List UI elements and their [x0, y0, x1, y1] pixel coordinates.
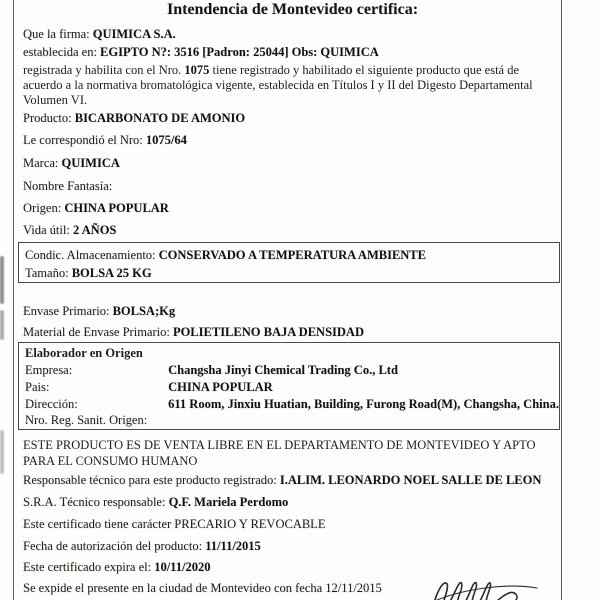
registro-paragraph-text: Volumen VI.	[23, 93, 88, 107]
field-producto	[23, 111, 245, 126]
nombre-fantasia-label: Nombre Fantasía:	[23, 179, 113, 193]
pais-value: CHINA POPULAR	[168, 379, 273, 394]
venta-libre-line1: ESTE PRODUCTO ES DE VENTA LIBRE EN EL DEPARTAMENTO DE MONTEVIDEO Y APTO	[23, 438, 536, 452]
elaborador-header: Elaborador en Origen	[25, 346, 143, 360]
field-expira	[23, 560, 210, 575]
page-left-rule	[13, 0, 14, 600]
field-establecida	[23, 45, 379, 60]
establecida-label: establecida en:	[23, 45, 97, 59]
scan-smudge	[0, 256, 4, 304]
vida-util-label: Vida útil:	[23, 223, 70, 237]
direccion-label: Dirección:	[25, 396, 78, 411]
responsable-label: Responsable técnico para este producto registrado:	[23, 473, 277, 487]
scan-smudge	[0, 310, 4, 340]
firma-label: Que la firma:	[23, 27, 90, 41]
elaborador-box	[18, 342, 560, 430]
vida-util-value: 2 AÑOS	[72, 223, 117, 237]
tamano-value: BOLSA 25 KG	[71, 266, 152, 280]
condic-value: CONSERVADO A TEMPERATURA AMBIENTE	[158, 248, 426, 262]
elaborador-row-pais	[25, 379, 553, 396]
field-origen	[23, 201, 169, 216]
field-envase-primario	[23, 304, 175, 319]
producto-label: Producto:	[23, 111, 72, 125]
document-title: Intendencia de Montevideo certifica:	[166, 1, 419, 18]
registro-paragraph-text: registrada y habilita con el Nro.	[23, 63, 182, 77]
expedicion-statement: Se expide el presente en la ciudad de Montevideo con fecha 12/11/2015	[23, 581, 382, 595]
field-nombre-fantasia	[23, 179, 112, 194]
caracter-statement: Este certificado tiene carácter PRECARIO Y REVOCABLE	[23, 517, 326, 531]
responsable-value: I.ALIM. LEONARDO NOEL SALLE DE LEON	[279, 473, 542, 487]
almacenamiento-box	[18, 242, 560, 283]
field-tamano	[25, 264, 553, 282]
correspondio-value: 1075/64	[145, 133, 187, 147]
venta-libre-line2: PARA EL CONSUMO HUMANO	[23, 453, 198, 468]
field-responsable-tecnico	[23, 473, 541, 488]
direccion-value: 611 Room, Jinxiu Huatian, Building, Furong Road(M), Changsha, China.	[168, 396, 559, 411]
envase-value: BOLSA;Kg	[112, 304, 176, 318]
field-vida-util	[23, 223, 116, 238]
venta-libre-statement	[23, 438, 553, 469]
field-condic-almacenamiento	[25, 246, 553, 264]
registro-paragraph-text: acuerdo a la normativa bromatológica vigente, establecida en Títulos I y II del Digesto Departamental	[23, 78, 533, 92]
envase-label: Envase Primario:	[23, 304, 110, 318]
firma-value: QUIMICA S.A.	[92, 27, 176, 41]
field-material-envase	[23, 325, 364, 340]
empresa-value: Changsha Jinyi Chemical Trading Co., Ltd	[168, 363, 398, 377]
scan-smudge	[0, 430, 4, 474]
registro-number: 1075	[184, 63, 210, 77]
field-marca	[23, 156, 120, 171]
correspondio-label: Le correspondió el Nro:	[23, 133, 143, 147]
registro-paragraph-text: tiene registrado y habilitado el siguiente producto que está de	[212, 63, 520, 77]
empresa-label: Empresa:	[25, 363, 73, 377]
field-firma	[23, 27, 176, 42]
elaborador-row-reg-sanit	[25, 412, 553, 429]
page-right-rule	[561, 0, 562, 600]
registro-paragraph	[23, 63, 548, 108]
marca-value: QUIMICA	[61, 156, 120, 170]
material-value: POLIETILENO BAJA DENSIDAD	[172, 325, 364, 339]
establecida-value: EGIPTO N?: 3516 [Padron: 25044] Obs: QUIMICA	[100, 45, 379, 59]
sra-value: Q.F. Mariela Perdomo	[168, 495, 289, 509]
fecha-autorizacion-value: 11/11/2015	[205, 539, 261, 553]
elaborador-row-direccion	[25, 396, 559, 413]
tamano-label: Tamaño:	[25, 266, 69, 280]
producto-value: BICARBONATO DE AMONIO	[74, 111, 246, 125]
condic-label: Condic. Almacenamiento:	[25, 248, 156, 262]
expira-label: Este certificado expira el:	[23, 560, 152, 574]
material-label: Material de Envase Primario:	[23, 325, 170, 339]
sra-label: S.R.A. Técnico responsable:	[23, 495, 166, 509]
expira-value: 10/11/2020	[154, 560, 211, 574]
field-sra-tecnico	[23, 495, 288, 510]
pais-label: Pais:	[25, 379, 50, 394]
origen-label: Origen:	[23, 201, 62, 215]
origen-value: CHINA POPULAR	[64, 201, 169, 215]
elaborador-row-empresa	[25, 362, 553, 379]
reg-sanit-label: Nro. Reg. Sanit. Origen:	[25, 413, 148, 428]
field-fecha-autorizacion	[23, 539, 261, 554]
signature-icon	[425, 571, 553, 600]
marca-label: Marca:	[23, 156, 59, 170]
field-correspondio	[23, 133, 187, 148]
fecha-autorizacion-label: Fecha de autorización del producto:	[23, 539, 203, 553]
